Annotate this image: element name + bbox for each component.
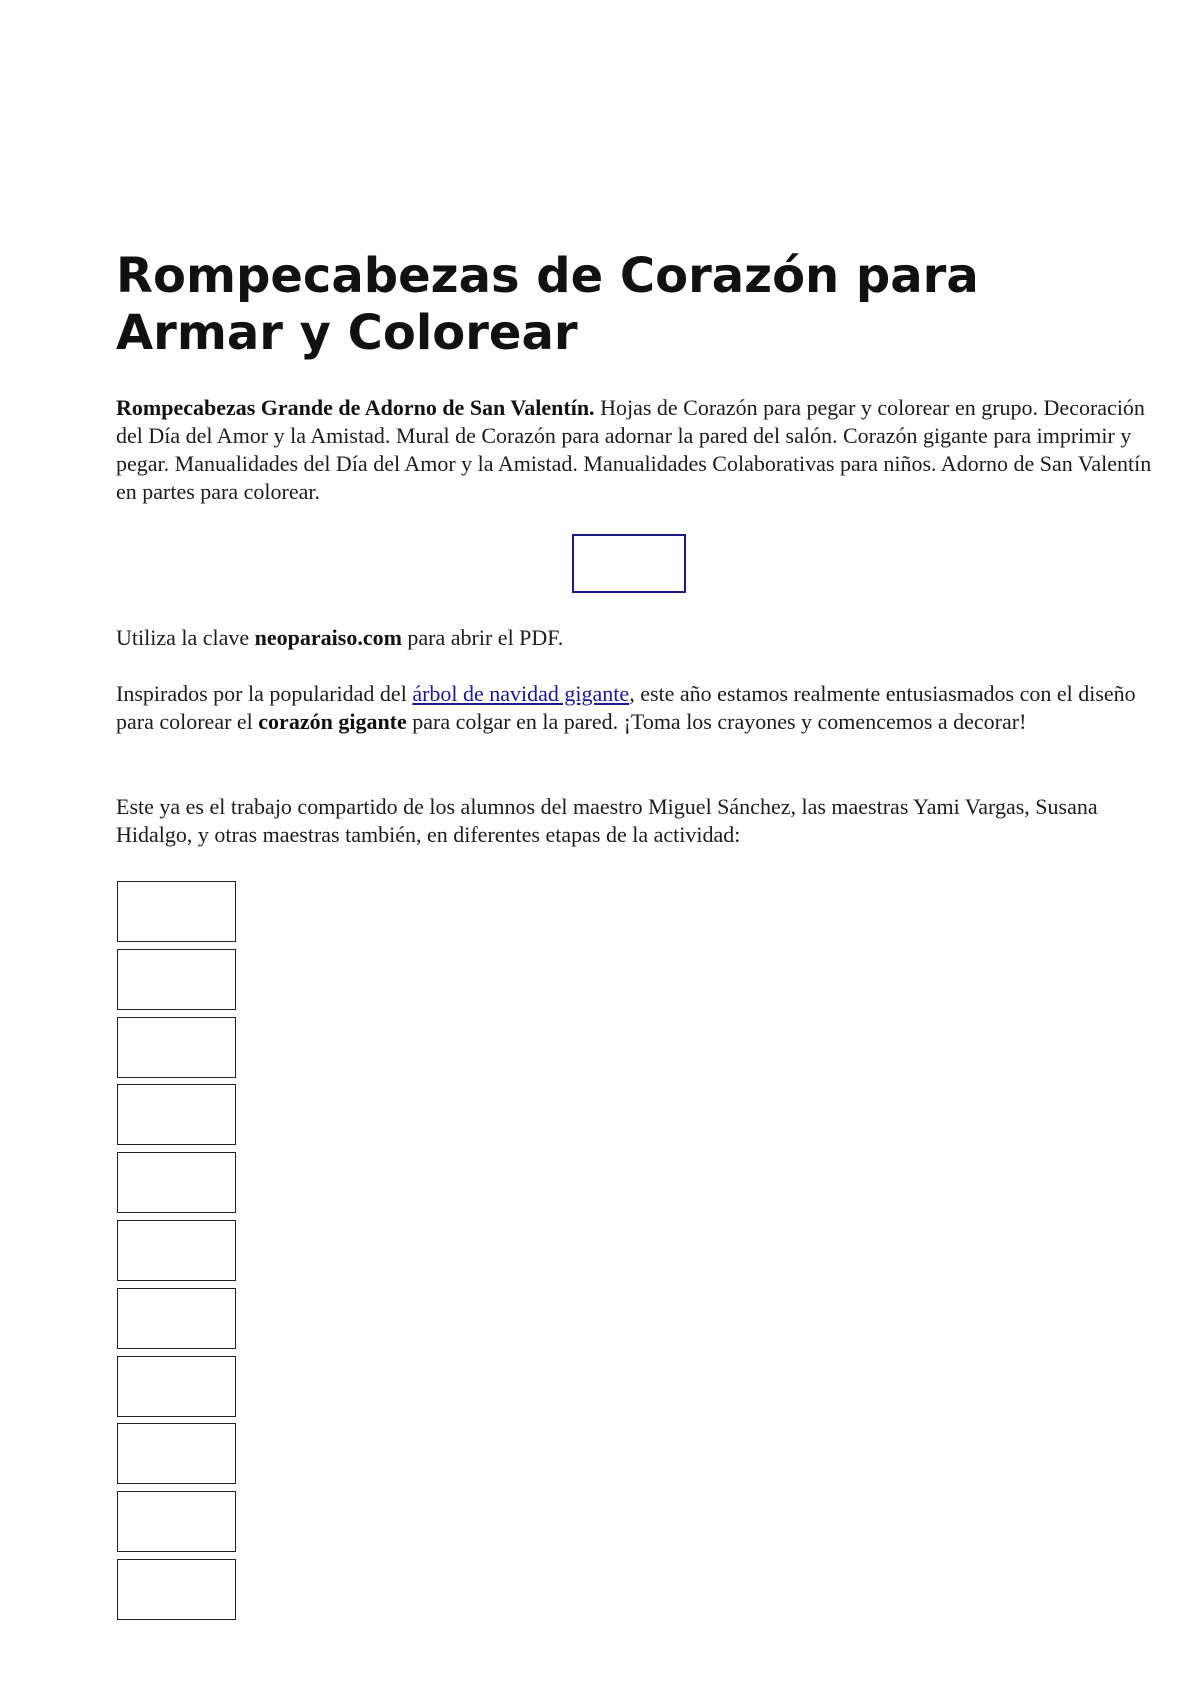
password-text-post: para abrir el PDF.: [401, 625, 564, 650]
page-title: Rompecabezas de Corazón para Armar y Colorear: [116, 248, 979, 361]
gallery-thumbnail[interactable]: [117, 1017, 236, 1078]
gallery-thumbnail[interactable]: [117, 1084, 236, 1145]
giant-heart-bold: corazón gigante: [258, 709, 407, 734]
inspiration-text-post: para colgar en la pared. ¡Toma los crayones y comencemos a decorar!: [406, 709, 1027, 734]
gallery-thumbnail[interactable]: [117, 881, 236, 942]
inspiration-paragraph: [116, 680, 1156, 736]
gallery-thumbnail[interactable]: [117, 1491, 236, 1552]
intro-text: Hojas de Corazón para pegar y colorear en grupo. Decoración del Día del Amor y la Amistad. Mural de Corazón para adornar la pared del salón. Corazón gigante para imprimir y pegar. Manualidades del Día del Amor y la Amistad. Manualidades Colaborativas para niños. Adorno de San Valentín en partes para colorear.: [116, 395, 1152, 504]
inspiration-text-pre: Inspirados por la popularidad del: [116, 681, 413, 706]
download-image-placeholder[interactable]: [572, 534, 686, 593]
gallery-thumbnail[interactable]: [117, 1288, 236, 1349]
intro-bold-text: Rompecabezas Grande de Adorno de San Valentín.: [116, 395, 595, 420]
gallery-thumbnail[interactable]: [117, 1423, 236, 1484]
inspiration-text-mid: , este año estamos realmente entusiasmados con el diseño para colorear el: [116, 681, 1136, 734]
password-paragraph: [116, 624, 1156, 652]
intro-paragraph: [116, 394, 1156, 506]
password-text-pre: Utiliza la clave: [116, 625, 255, 650]
gallery-thumbnail[interactable]: [117, 1356, 236, 1417]
gallery-thumbnail[interactable]: [117, 1559, 236, 1620]
gallery-thumbnail[interactable]: [117, 1220, 236, 1281]
password-key: neoparaiso.com: [254, 625, 402, 650]
shared-work-paragraph: Este ya es el trabajo compartido de los alumnos del maestro Miguel Sánchez, las maestras Yami Vargas, Susana Hidalgo, y otras maestras también, en diferentes etapas de la actividad:: [116, 794, 1098, 847]
gallery-thumbnail[interactable]: [117, 949, 236, 1010]
giant-tree-link[interactable]: árbol de navidad gigante: [412, 681, 630, 706]
gallery-thumbnail[interactable]: [117, 1152, 236, 1213]
